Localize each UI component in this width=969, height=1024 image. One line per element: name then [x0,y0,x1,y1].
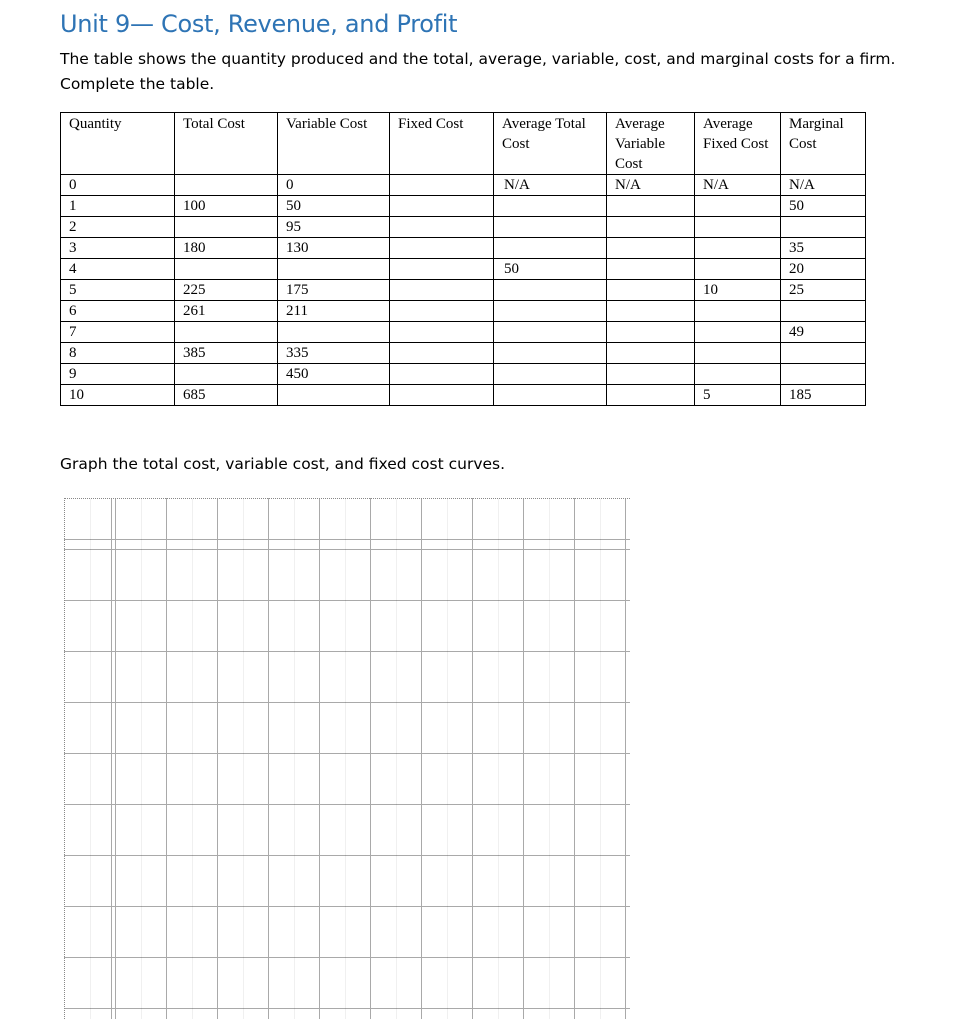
cell-average-total-cost: 50 [494,259,607,280]
table-header-row [61,113,866,175]
cell-variable-cost: 211 [278,301,390,322]
cell-variable-cost: 175 [278,280,390,301]
cell-quantity: 0 [61,175,175,196]
header-average-variable-cost: Average Variable Cost [607,113,695,175]
table-row [61,301,866,322]
cell-average-variable-cost[interactable] [607,364,695,385]
cell-average-total-cost[interactable] [494,301,607,322]
cell-average-total-cost[interactable] [494,238,607,259]
cell-average-fixed-cost: 10 [695,280,781,301]
table-row [61,364,866,385]
cell-fixed-cost[interactable] [390,238,494,259]
cell-quantity: 6 [61,301,175,322]
cell-variable-cost: 335 [278,343,390,364]
cell-average-variable-cost[interactable] [607,238,695,259]
cell-variable-cost[interactable] [278,259,390,280]
cell-marginal-cost[interactable] [781,217,866,238]
cell-quantity: 10 [61,385,175,406]
header-average-total-cost: Average Total Cost [494,113,607,175]
table-row [61,343,866,364]
table-row [61,238,866,259]
cell-variable-cost[interactable] [278,322,390,343]
page-title: Unit 9— Cost, Revenue, and Profit [60,10,458,38]
cell-fixed-cost[interactable] [390,322,494,343]
intro-text: The table shows the quantity produced and the total, average, variable, cost, and marginal costs for a firm. Complete the table. [60,50,896,93]
cell-variable-cost: 95 [278,217,390,238]
header-marginal-cost: Marginal Cost [781,113,866,175]
cell-quantity: 8 [61,343,175,364]
cell-total-cost: 685 [175,385,278,406]
cell-marginal-cost[interactable] [781,364,866,385]
cell-marginal-cost: 20 [781,259,866,280]
cell-fixed-cost[interactable] [390,385,494,406]
header-fixed-cost: Fixed Cost [390,113,494,175]
cell-marginal-cost[interactable] [781,343,866,364]
cell-fixed-cost[interactable] [390,301,494,322]
cell-average-total-cost[interactable] [494,196,607,217]
cell-average-variable-cost[interactable] [607,217,695,238]
cell-fixed-cost[interactable] [390,364,494,385]
cell-average-total-cost[interactable] [494,343,607,364]
cell-fixed-cost[interactable] [390,196,494,217]
cell-variable-cost: 130 [278,238,390,259]
cell-average-variable-cost[interactable] [607,196,695,217]
cell-quantity: 2 [61,217,175,238]
cell-variable-cost: 0 [278,175,390,196]
cell-average-fixed-cost[interactable] [695,238,781,259]
cell-average-total-cost[interactable] [494,322,607,343]
cell-total-cost: 100 [175,196,278,217]
cell-marginal-cost: 185 [781,385,866,406]
cell-average-variable-cost[interactable] [607,343,695,364]
cell-marginal-cost: 35 [781,238,866,259]
cell-average-variable-cost[interactable] [607,259,695,280]
cell-quantity: 9 [61,364,175,385]
cell-total-cost[interactable] [175,259,278,280]
header-variable-cost: Variable Cost [278,113,390,175]
table-row [61,217,866,238]
table-row [61,175,866,196]
cell-fixed-cost[interactable] [390,259,494,280]
table-row [61,322,866,343]
header-average-fixed-cost: Average Fixed Cost [695,113,781,175]
header-total-cost: Total Cost [175,113,278,175]
cell-average-fixed-cost[interactable] [695,364,781,385]
cell-average-fixed-cost[interactable] [695,301,781,322]
cell-fixed-cost[interactable] [390,280,494,301]
cell-total-cost[interactable] [175,322,278,343]
cell-total-cost: 180 [175,238,278,259]
cell-marginal-cost: 49 [781,322,866,343]
cell-total-cost: 225 [175,280,278,301]
cell-average-variable-cost[interactable] [607,322,695,343]
cell-quantity: 5 [61,280,175,301]
graph-paper-grid[interactable] [64,498,630,1019]
cell-fixed-cost[interactable] [390,343,494,364]
table-row [61,196,866,217]
cell-average-fixed-cost[interactable] [695,217,781,238]
cell-average-total-cost: N/A [494,175,607,196]
cell-average-variable-cost[interactable] [607,301,695,322]
table-row [61,259,866,280]
cell-average-fixed-cost: N/A [695,175,781,196]
cell-average-variable-cost[interactable] [607,280,695,301]
cell-average-total-cost[interactable] [494,364,607,385]
cell-total-cost: 385 [175,343,278,364]
cell-average-fixed-cost[interactable] [695,322,781,343]
cell-average-fixed-cost[interactable] [695,196,781,217]
cell-average-variable-cost: N/A [607,175,695,196]
table-body [61,175,866,406]
cell-average-fixed-cost[interactable] [695,343,781,364]
cell-average-variable-cost[interactable] [607,385,695,406]
cell-quantity: 1 [61,196,175,217]
cell-total-cost: 261 [175,301,278,322]
cell-marginal-cost: N/A [781,175,866,196]
cell-marginal-cost[interactable] [781,301,866,322]
cell-total-cost[interactable] [175,217,278,238]
cell-variable-cost[interactable] [278,385,390,406]
cell-average-total-cost[interactable] [494,280,607,301]
cell-variable-cost: 50 [278,196,390,217]
cell-average-total-cost[interactable] [494,217,607,238]
cell-quantity: 4 [61,259,175,280]
cost-table [60,112,866,406]
cell-quantity: 7 [61,322,175,343]
cell-variable-cost: 450 [278,364,390,385]
header-quantity: Quantity [61,113,175,175]
cell-fixed-cost[interactable] [390,175,494,196]
table-row [61,385,866,406]
cell-average-total-cost[interactable] [494,385,607,406]
cell-total-cost[interactable] [175,364,278,385]
cell-total-cost[interactable] [175,175,278,196]
cell-average-fixed-cost[interactable] [695,259,781,280]
cell-fixed-cost[interactable] [390,217,494,238]
table-row [61,280,866,301]
cell-average-fixed-cost: 5 [695,385,781,406]
cell-marginal-cost: 25 [781,280,866,301]
graph-instruction: Graph the total cost, variable cost, and fixed cost curves. [60,455,506,473]
cell-quantity: 3 [61,238,175,259]
cell-marginal-cost: 50 [781,196,866,217]
